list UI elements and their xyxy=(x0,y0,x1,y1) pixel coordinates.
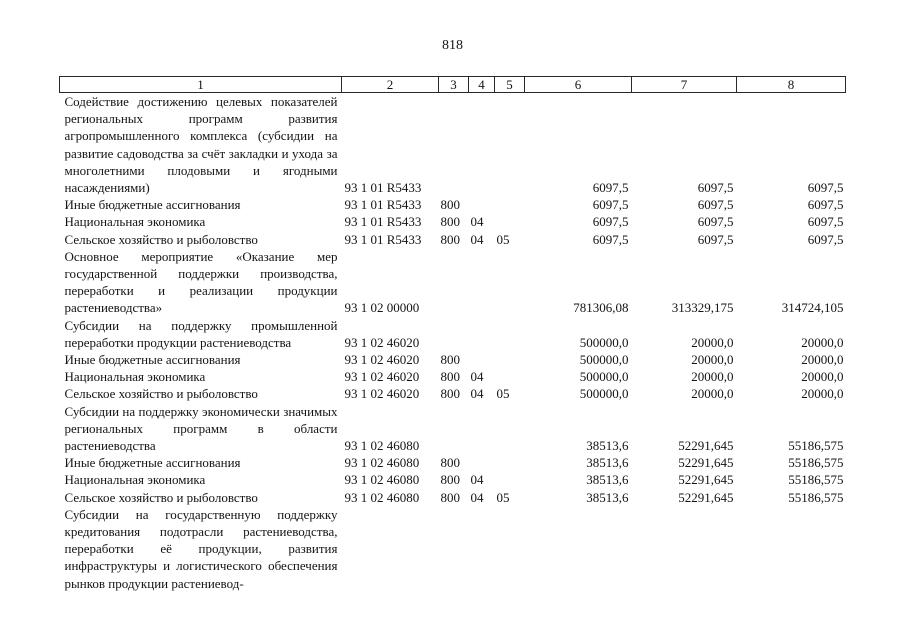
row-col-4 xyxy=(469,317,495,351)
row-col-3: 800 xyxy=(440,214,460,230)
row-col-4: 04 xyxy=(470,489,484,505)
row-value-7: 52291,645 xyxy=(678,438,734,454)
row-value-6 xyxy=(525,506,632,592)
row-value-8: 6097,5 xyxy=(807,180,844,196)
row-value-6: 38513,6 xyxy=(586,489,629,505)
table-row xyxy=(60,248,846,317)
row-value-8: 20000,0 xyxy=(801,369,844,385)
row-code: 93 1 02 00000 xyxy=(344,300,420,316)
row-value-8: 55186,575 xyxy=(788,438,844,454)
table-row xyxy=(60,213,846,230)
row-name: Иные бюджетные ассигнования xyxy=(64,455,241,471)
row-col-4: 04 xyxy=(470,231,484,247)
row-name: Национальная экономика xyxy=(64,214,206,230)
row-name: Иные бюджетные ассигнования xyxy=(64,197,241,213)
row-col-5 xyxy=(495,213,525,230)
row-code: 93 1 02 46080 xyxy=(344,455,420,471)
row-value-6: 781306,08 xyxy=(573,300,629,316)
header-col-5: 5 xyxy=(495,77,525,93)
table-row xyxy=(60,506,846,592)
row-name: Субсидии на поддержку экономически значимых региональных программ в области растениеводства xyxy=(64,403,338,454)
table-row xyxy=(60,368,846,385)
row-value-7: 20000,0 xyxy=(691,352,734,368)
row-value-7: 20000,0 xyxy=(691,369,734,385)
table-header xyxy=(60,77,846,93)
row-col-3 xyxy=(439,403,469,455)
row-value-7: 52291,645 xyxy=(678,472,734,488)
table-row xyxy=(60,196,846,213)
row-value-6: 38513,6 xyxy=(586,455,629,471)
row-value-7: 313329,175 xyxy=(671,300,734,316)
row-col-5 xyxy=(495,454,525,471)
row-col-4: 04 xyxy=(470,472,484,488)
header-col-3: 3 xyxy=(439,77,469,93)
row-value-6: 500000,0 xyxy=(579,352,629,368)
table-row xyxy=(60,351,846,368)
table-row xyxy=(60,489,846,506)
row-code: 93 1 01 R5433 xyxy=(344,214,422,230)
row-value-6: 6097,5 xyxy=(592,231,629,247)
row-code: 93 1 02 46020 xyxy=(344,352,420,368)
row-value-8: 20000,0 xyxy=(801,334,844,350)
row-name: Сельское хозяйство и рыболовство xyxy=(64,386,258,402)
row-col-5 xyxy=(495,248,525,317)
row-col-4: 04 xyxy=(470,214,484,230)
row-value-6: 500000,0 xyxy=(579,386,629,402)
row-name: Национальная экономика xyxy=(64,369,206,385)
row-name: Содействие достижению целевых показателей региональных программ развития агропромышленного комплекса (субсидии на развитие садоводства за счёт закладки и ухода за многолетними плодовыми и ягодными насаждениями) xyxy=(64,94,338,196)
row-code: 93 1 02 46020 xyxy=(344,334,420,350)
row-value-6: 6097,5 xyxy=(592,197,629,213)
row-value-8: 20000,0 xyxy=(801,352,844,368)
table-row xyxy=(60,231,846,248)
table-row xyxy=(60,317,846,351)
row-code xyxy=(342,506,439,592)
row-value-7: 6097,5 xyxy=(697,180,734,196)
row-col-4 xyxy=(469,351,495,368)
row-value-8: 55186,575 xyxy=(788,472,844,488)
row-value-7: 6097,5 xyxy=(697,214,734,230)
row-code: 93 1 01 R5433 xyxy=(344,197,422,213)
header-col-4: 4 xyxy=(469,77,495,93)
row-value-7: 6097,5 xyxy=(697,231,734,247)
row-col-5 xyxy=(495,93,525,197)
row-col-4 xyxy=(469,403,495,455)
row-code: 93 1 02 46080 xyxy=(344,489,420,505)
row-code: 93 1 01 R5433 xyxy=(344,231,422,247)
row-value-7: 20000,0 xyxy=(691,334,734,350)
row-col-4: 04 xyxy=(470,386,484,402)
header-row xyxy=(60,77,846,93)
row-col-5 xyxy=(495,368,525,385)
table-body xyxy=(60,93,846,592)
row-col-4 xyxy=(469,506,495,592)
row-col-3: 800 xyxy=(440,386,460,402)
header-col-7: 7 xyxy=(632,77,737,93)
row-value-8: 20000,0 xyxy=(801,386,844,402)
header-col-8: 8 xyxy=(737,77,846,93)
row-value-7: 6097,5 xyxy=(697,197,734,213)
header-col-6: 6 xyxy=(525,77,632,93)
row-col-3: 800 xyxy=(440,231,460,247)
header-col-2: 2 xyxy=(342,77,439,93)
row-value-8: 6097,5 xyxy=(807,231,844,247)
row-name: Основное мероприятие «Оказание мер государственной поддержки производства, переработки и реализации продукции растениеводства» xyxy=(64,248,338,316)
row-col-4 xyxy=(469,454,495,471)
row-col-3 xyxy=(439,93,469,197)
row-col-5: 05 xyxy=(496,489,510,505)
row-value-6: 500000,0 xyxy=(579,334,629,350)
row-name: Национальная экономика xyxy=(64,472,206,488)
row-code: 93 1 02 46020 xyxy=(344,386,420,402)
row-name: Субсидии на государственную поддержку кредитования подотрасли растениеводства, переработки её продукции, развития инфраструктуры и логистического обеспечения рынков продукции растениевод- xyxy=(64,506,338,591)
header-col-1: 1 xyxy=(60,77,342,93)
row-code: 93 1 01 R5433 xyxy=(344,180,422,196)
row-name: Сельское хозяйство и рыболовство xyxy=(64,231,258,247)
row-value-7: 52291,645 xyxy=(678,455,734,471)
row-code: 93 1 02 46080 xyxy=(344,472,420,488)
row-code: 93 1 02 46020 xyxy=(344,369,420,385)
row-value-6: 6097,5 xyxy=(592,214,629,230)
row-col-5 xyxy=(495,351,525,368)
row-col-5 xyxy=(495,506,525,592)
row-col-3: 800 xyxy=(440,352,460,368)
row-col-3 xyxy=(439,506,469,592)
row-value-6: 500000,0 xyxy=(579,369,629,385)
row-value-6: 6097,5 xyxy=(592,180,629,196)
table-row xyxy=(60,454,846,471)
row-col-5 xyxy=(495,196,525,213)
table-row xyxy=(60,93,846,197)
row-col-3: 800 xyxy=(440,455,460,471)
budget-table xyxy=(59,76,846,592)
row-col-3: 800 xyxy=(440,489,460,505)
row-value-6: 38513,6 xyxy=(586,438,629,454)
row-col-4 xyxy=(469,196,495,213)
row-value-8: 55186,575 xyxy=(788,489,844,505)
row-col-3 xyxy=(439,248,469,317)
row-value-7: 52291,645 xyxy=(678,489,734,505)
page-number: 818 xyxy=(442,38,463,53)
row-col-4 xyxy=(469,93,495,197)
row-col-5: 05 xyxy=(496,386,510,402)
row-value-8 xyxy=(737,506,846,592)
row-col-3: 800 xyxy=(440,197,460,213)
table-row xyxy=(60,385,846,402)
row-name: Субсидии на поддержку промышленной переработки продукции растениеводства xyxy=(64,317,338,350)
row-col-3: 800 xyxy=(440,369,460,385)
table-row xyxy=(60,471,846,488)
row-value-8: 314724,105 xyxy=(781,300,844,316)
row-code: 93 1 02 46080 xyxy=(344,438,420,454)
row-col-5 xyxy=(495,403,525,455)
row-value-8: 6097,5 xyxy=(807,214,844,230)
row-value-6: 38513,6 xyxy=(586,472,629,488)
row-col-3 xyxy=(439,317,469,351)
row-value-7 xyxy=(632,506,737,592)
row-col-4 xyxy=(469,248,495,317)
row-name: Сельское хозяйство и рыболовство xyxy=(64,489,258,505)
row-col-4: 04 xyxy=(470,369,484,385)
row-name: Иные бюджетные ассигнования xyxy=(64,352,241,368)
row-col-5 xyxy=(495,317,525,351)
table-row xyxy=(60,403,846,455)
row-value-8: 55186,575 xyxy=(788,455,844,471)
row-col-5: 05 xyxy=(496,231,510,247)
row-col-3: 800 xyxy=(440,472,460,488)
row-col-5 xyxy=(495,471,525,488)
row-value-7: 20000,0 xyxy=(691,386,734,402)
row-value-8: 6097,5 xyxy=(807,197,844,213)
